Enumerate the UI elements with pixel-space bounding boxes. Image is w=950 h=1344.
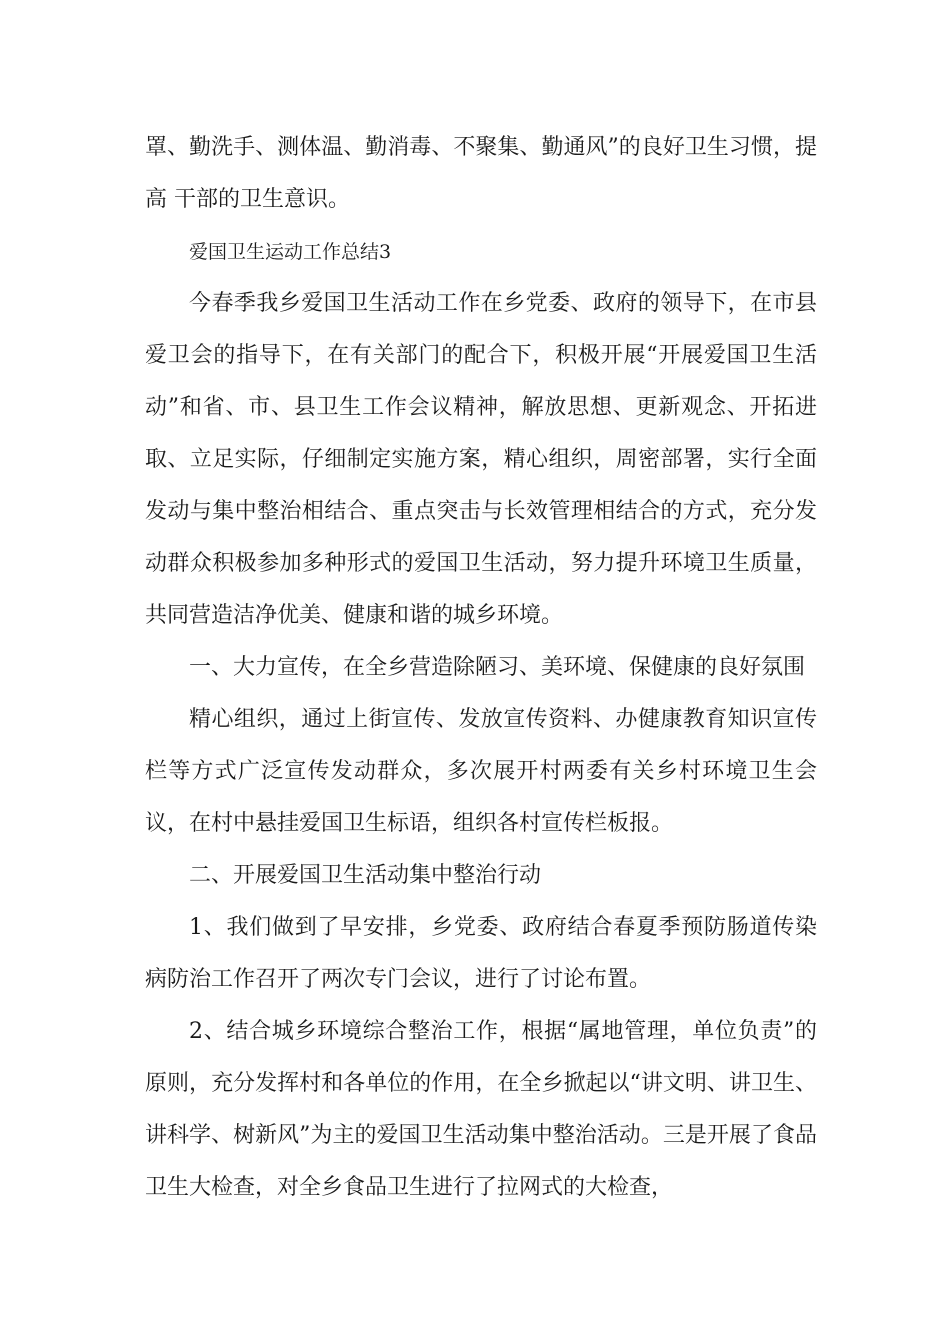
paragraph-publicity: 精心组织，通过上街宣传、发放宣传资料、办健康教育知识宣传栏等方式广泛宣传发动群众，多次展开村两委有关乡村环境卫生会议，在村中悬挂爱国卫生标语，组织各村宣传栏板报。 — [145, 707, 817, 836]
paragraph-item-2: 2、结合城乡环境综合整治工作，根据“属地管理，单位负责”的原则，充分发挥村和各单位的作用，在全乡掀起以“讲文明、讲卫生、讲科学、树新风”为主的爱国卫生活动集中整治活动。三是开展了食品卫生大检查，对全乡食品卫生进行了拉网式的大检查， — [145, 1019, 817, 1200]
paragraph-continuation: 罩、勤洗手、测体温、勤消毒、不聚集、勤通风”的良好卫生习惯，提高 干部的卫生意识。 — [145, 135, 817, 212]
paragraph-intro: 今春季我乡爱国卫生活动工作在乡党委、政府的领导下，在市县爱卫会的指导下，在有关部门的配合下，积极开展“开展爱国卫生活动”和省、市、县卫生工作会议精神，解放思想、更新观念、开拓进取、立足实际，仔细制定实施方案，精心组织，周密部署，实行全面发动与集中整治相结合、重点突击与长效管理相结合的方式，充分发动群众积极参加多种形式的爱国卫生活动，努力提升环境卫生质量，共同营造洁净优美、健康和谐的城乡环境。 — [145, 291, 817, 628]
section-title: 爱国卫生运动工作总结3 — [189, 241, 392, 263]
document-body — [145, 122, 817, 1214]
paragraph-item-1: 1、我们做到了早安排，乡党委、政府结合春夏季预防肠道传染病防治工作召开了两次专门会议，进行了讨论布置。 — [145, 915, 817, 992]
heading-one-publicity: 一、大力宣传，在全乡营造除陋习、美环境、保健康的良好氛围 — [189, 655, 806, 680]
heading-two-rectification: 二、开展爱国卫生活动集中整治行动 — [189, 863, 542, 888]
